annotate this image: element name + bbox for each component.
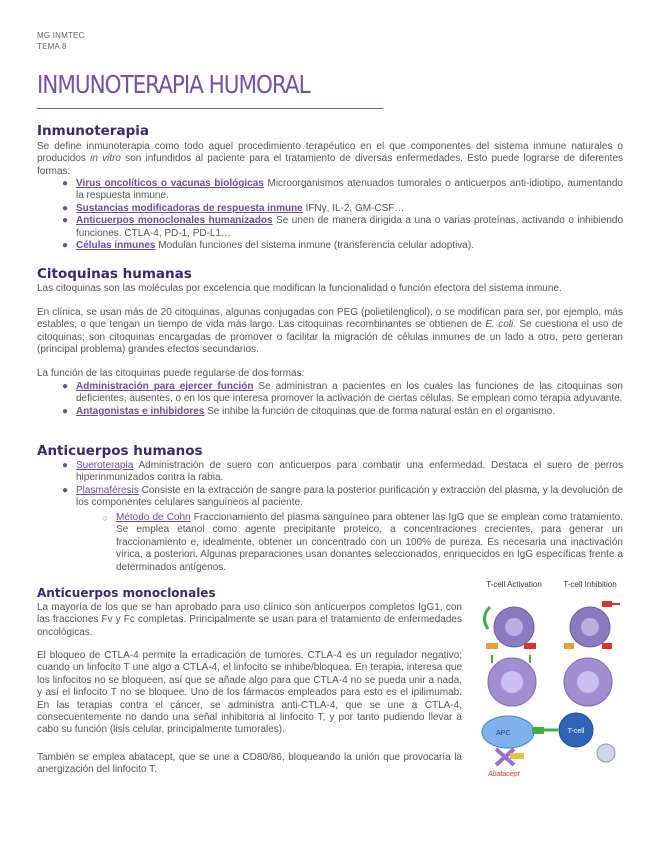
- cd28-receptor-shape: [564, 643, 574, 649]
- list-anticuerpos: [56, 460, 623, 510]
- paragraph-citoquinas-3: La función de las citoquinas puede regularse de dos formas:: [37, 368, 305, 379]
- t-cell-right-nucleus-shape: [581, 618, 599, 636]
- ctla4-receptor-shape: [602, 643, 612, 649]
- term-link[interactable]: Método de Cohn: [116, 512, 191, 523]
- list-item: ● Células inmunes Modulan funciones del sistema inmune (transferencia celular adoptiva).: [62, 240, 474, 252]
- list-item: ○ Método de Cohn Fraccionamiento del plasma sanguíneo para obtener las IgG que se emplean como tratamiento. Se emplea etanol como agente precipitante proteico, a concentraciones crecientes, para generar un fraccionamiento e, idealmente, obtener un concentrado con un 100% de pureza. Es necesaria una inactivación vírica, a posteriori. Algunas preparaciones usan donantes seleccionados, enriquecidos en IgG específicas frente a determinados antígenos.: [102, 512, 623, 573]
- bullet-icon: ●: [62, 405, 69, 417]
- bullet-icon: ●: [62, 215, 69, 227]
- t-cell-left-nucleus-shape: [505, 618, 523, 636]
- page-title: INMUNOTERAPIA HUMORAL: [37, 70, 310, 99]
- list-item: ● Anticuerpos monoclonales humanizados Se unen de manera dirigida a una o varias proteínas, activando o inhibiendo funciones. CTLA-4, PD-1, PD-L1…: [62, 215, 623, 239]
- term-link[interactable]: Plasmaféresis: [76, 484, 139, 496]
- term-link[interactable]: Sustancias modificadoras de respuesta inmune: [76, 202, 303, 214]
- bullet-icon: ●: [62, 178, 69, 189]
- term-link[interactable]: Virus oncolíticos o vacunas biológicas: [76, 178, 264, 189]
- paragraph-monoclonales-2: El bloqueo de CTLA-4 permite la erradicación de tumores. CTLA-4 es un regulador negativo; cuando un linfocito T une algo a CTLA-4, el linfocito se inhibe/bloquea. En terapia, interesa que los linfocitos no se bloqueen, así que se añade algo para que CTLA-4 no se pueda unir a nada, y así el linfocito T no se bloquee. Uno de los fármacos empleados para esto es el ipilimumab. En las terapias contra el cáncer, se administra anti-CTLA-4, que se une a CTLA-4, consecuentemente no dando una señal inhibitoria al linfocito T, y por tanto pudiendo llevar a cabo su función (lisis celular, principalmente tumorales).: [37, 650, 462, 736]
- heading-inmunoterapia: Inmunoterapia: [37, 123, 149, 139]
- term-link[interactable]: Anticuerpos monoclonales humanizados: [76, 215, 273, 227]
- paragraph-monoclonales-1: La mayoría de los que se han aprobado para uso clínico son anticuerpos completos IgG1, con las fracciones Fv y Fc completas. Principalmente se usan para el tratamiento de enfermedades oncológicas.: [37, 602, 462, 638]
- activation-arrow-shape: [484, 607, 490, 629]
- figure-label-inhibition: T-cell Inhibition: [563, 580, 617, 589]
- bullet-icon: ●: [62, 202, 69, 214]
- paragraph-citoquinas-2: En clínica, se usan más de 20 citoquinas, algunas conjugadas con PEG (polietilenglicol), o se modifican para ser, por ejemplo, más estables, o que tengan un tiempo de vida más largo. Las citoquinas recombinantes se obtienen de E. coli. Se cuestiona el uso de citoquinas; son citoquinas encargadas de promover o facilitar la migración de células inmunes de un lado a otro, pero generan (principal problema) grandes efectos secundarios.: [37, 307, 623, 356]
- heading-citoquinas: Citoquinas humanas: [37, 266, 192, 282]
- list-item: ● Administración para ejercer función Se administran a pacientes en los cuales las funciones de las citoquinas son deficientes, ausentes, o en los que interesa promover la activación de ciertas células. Se emplean como terapia adyuvante.: [62, 381, 623, 405]
- list-item: ● Sueroterapia Administración de suero con anticuerpos para combatir una enfermedad. Destaca el suero de perros hiperinmunizados contra la rabia.: [62, 460, 623, 484]
- ctla4-mechanism-figure: [466, 577, 631, 777]
- course-code: MG INMTEC: [37, 31, 85, 40]
- paragraph-monoclonales-3: También se emplea abatacept, que se une a CD80/86, bloqueando la unión que provocaría la anergización del linfocito T.: [37, 752, 462, 776]
- term-link[interactable]: Células inmunes: [76, 240, 156, 252]
- bullet-icon: ●: [62, 381, 69, 392]
- heading-anticuerpos-monoclonales: Anticuerpos monoclonales: [37, 586, 216, 600]
- sublist-plasmaferesis: [96, 512, 623, 574]
- title-underline: [37, 108, 383, 109]
- term-link[interactable]: Sueroterapia: [76, 460, 134, 471]
- bullet-icon: ●: [62, 484, 69, 496]
- costim-signal-shape: [532, 727, 544, 734]
- paragraph-inmunoterapia-intro: Se define inmunoterapia como todo aquel procedimiento terapéutico en el que componentes del sistema inmune naturales o producidos in vitro son infundidos al paciente para el tratamiento de diversas enfermedades. Esto puede lograrse de diferentes formas:: [37, 141, 624, 177]
- apc-right-nucleus-shape: [577, 671, 599, 693]
- list-item: ● Antagonistas e inhibidores Se inhibe la función de citoquinas que de forma natural están en el organismo.: [62, 405, 556, 417]
- figure-label-activation: T-cell Activation: [486, 580, 542, 589]
- figure-label-apc: APC: [496, 730, 511, 737]
- list-citoquinas: [56, 381, 623, 418]
- list-item: ● Virus oncolíticos o vacunas biológicas Microorganismos atenuados tumorales o anticuerpos anti-idiotipo, aumentando la respuesta inmune.: [62, 178, 623, 202]
- heading-anticuerpos-humanos: Anticuerpos humanos: [37, 443, 203, 459]
- molecule-shape: [597, 744, 615, 762]
- topic-number: TEMA 8: [37, 42, 67, 51]
- abatacept-fc-shape: [510, 753, 524, 759]
- list-item: ● Plasmaféresis Consiste en la extracción de sangre para la posterior purificación y extracción del plasma, y la devolución de los componentes celulares sanguíneos al paciente.: [62, 484, 623, 509]
- term-link[interactable]: Administración para ejercer función: [76, 381, 254, 392]
- figure-label-abatacept: Abatacept: [488, 771, 520, 777]
- circle-bullet-icon: ○: [102, 513, 108, 523]
- ctla4-receptor-shape: [524, 643, 536, 649]
- bullet-icon: ●: [62, 460, 69, 471]
- figure-label-tcell: T-cell: [567, 728, 585, 735]
- cd28-receptor-shape: [486, 643, 498, 649]
- inhibition-marker-shape: [602, 601, 612, 607]
- paragraph-citoquinas-1: Las citoquinas son las moléculas por excelencia que modifican la funcionalidad o función efectora del sistema inmune.: [37, 283, 562, 294]
- term-link[interactable]: Antagonistas e inhibidores: [76, 405, 205, 417]
- bullet-icon: ●: [62, 240, 69, 252]
- apc-left-nucleus-shape: [501, 671, 523, 693]
- list-item: ● Sustancias modificadoras de respuesta inmune IFNγ, IL-2, GM-CSF…: [62, 202, 405, 214]
- list-inmunoterapia: [56, 178, 623, 252]
